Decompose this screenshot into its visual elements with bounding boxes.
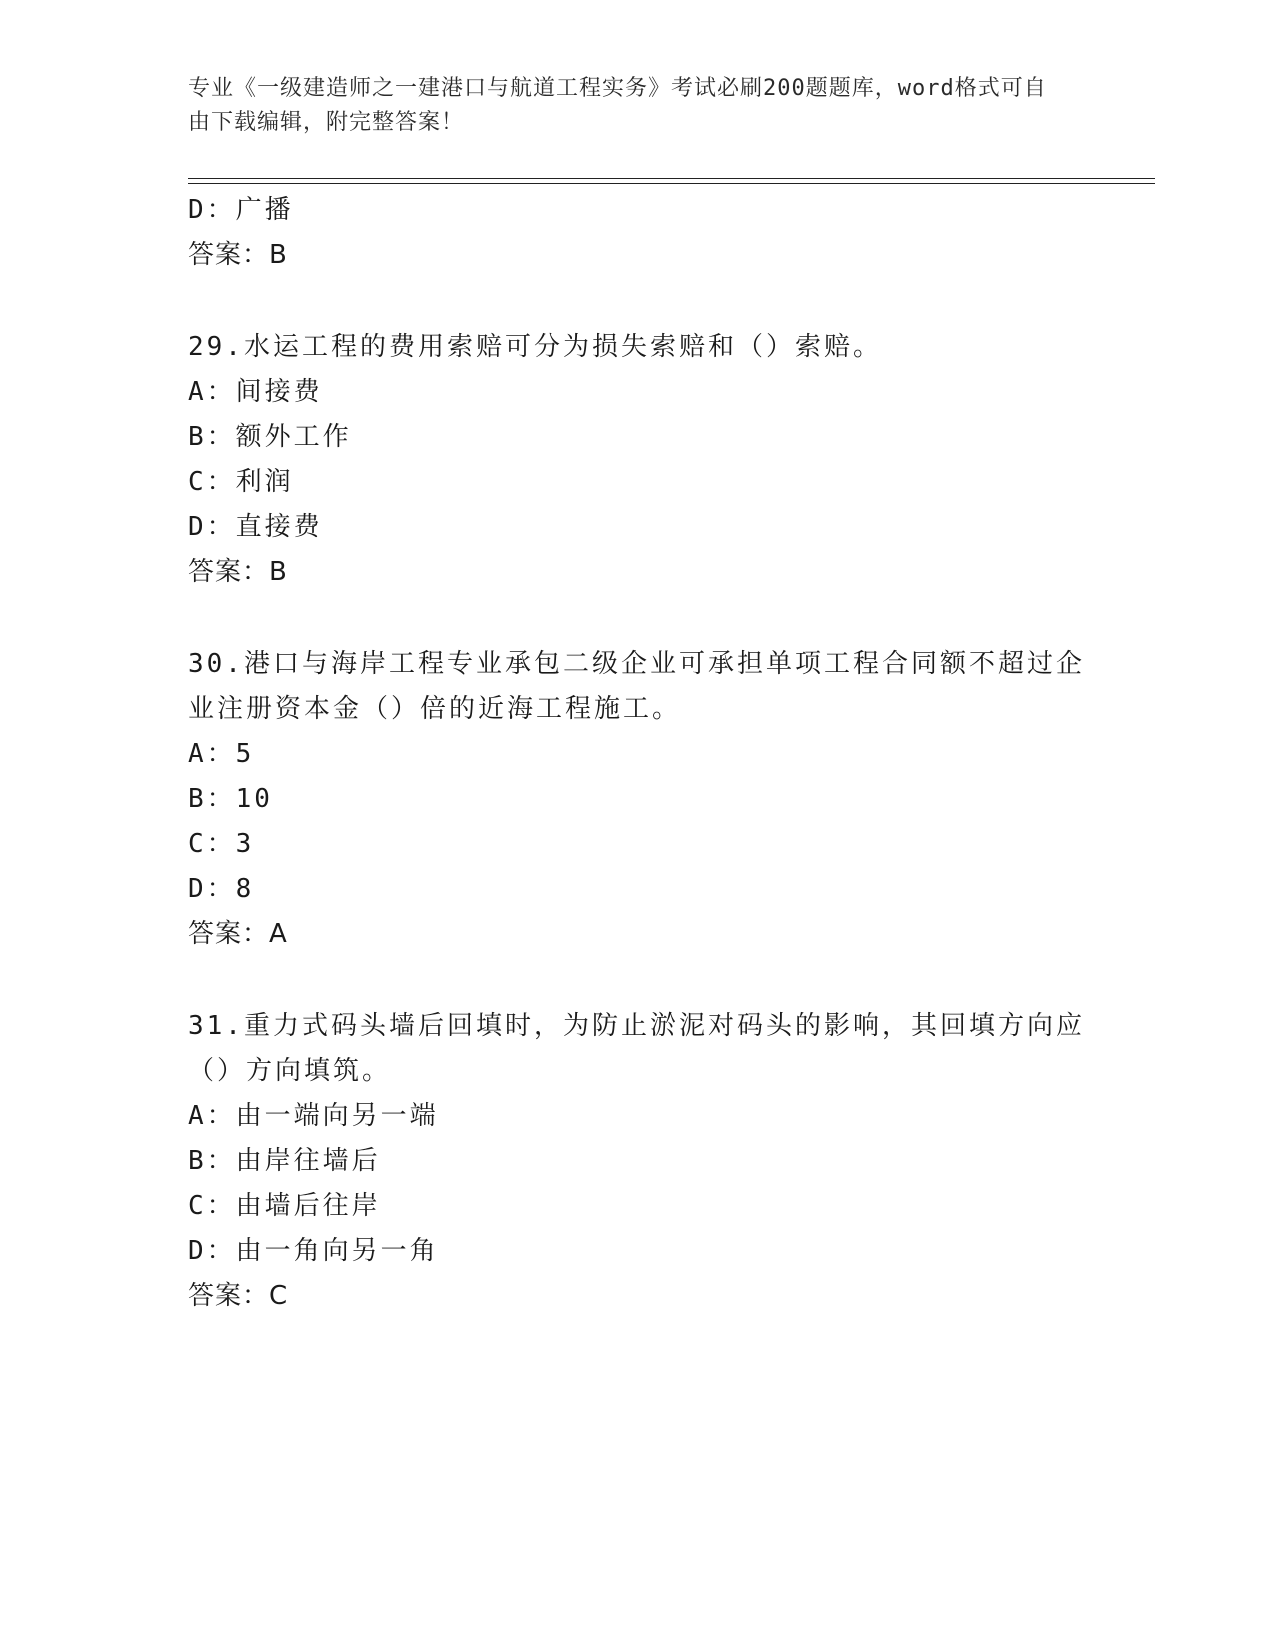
option-c: C：3 — [188, 829, 255, 859]
option-d: D：广播 — [188, 195, 294, 225]
document-header: 专业《一级建造师之一建港口与航道工程实务》考试必刷200题题库，word格式可自由下载编辑，附完整答案！ — [188, 76, 1047, 135]
option-b: B：由岸往墙后 — [188, 1146, 381, 1176]
answer-line: 答案：B — [188, 557, 288, 587]
option-c: C：利润 — [188, 467, 294, 497]
option-d: D：8 — [188, 874, 255, 904]
question-stem: 30.港口与海岸工程专业承包二级企业可承担单项工程合同额不超过企业注册资本金（）倍的近海工程施工。 — [188, 649, 1085, 724]
option-b: B：10 — [188, 784, 273, 814]
option-b: B：额外工作 — [188, 422, 352, 452]
question-30 — [188, 642, 1088, 957]
question-31 — [188, 1004, 1088, 1319]
option-a: A：由一端向另一端 — [188, 1101, 439, 1131]
previous-question-tail — [188, 188, 1088, 278]
document-body — [188, 188, 1088, 1319]
option-d: D：直接费 — [188, 512, 323, 542]
question-29 — [188, 325, 1088, 595]
option-d: D：由一角向另一角 — [188, 1236, 439, 1266]
answer-line: 答案：B — [188, 240, 288, 270]
option-a: A：5 — [188, 739, 255, 769]
option-a: A：间接费 — [188, 377, 323, 407]
question-stem: 29.水运工程的费用索赔可分为损失索赔和（）索赔。 — [188, 332, 882, 362]
option-c: C：由墙后往岸 — [188, 1191, 381, 1221]
header-divider-top — [188, 178, 1155, 179]
question-stem: 31.重力式码头墙后回填时，为防止淤泥对码头的影响，其回填方向应（）方向填筑。 — [188, 1011, 1085, 1086]
answer-line: 答案：A — [188, 919, 288, 949]
header-divider-bottom — [188, 183, 1155, 184]
answer-line: 答案：C — [188, 1281, 289, 1311]
